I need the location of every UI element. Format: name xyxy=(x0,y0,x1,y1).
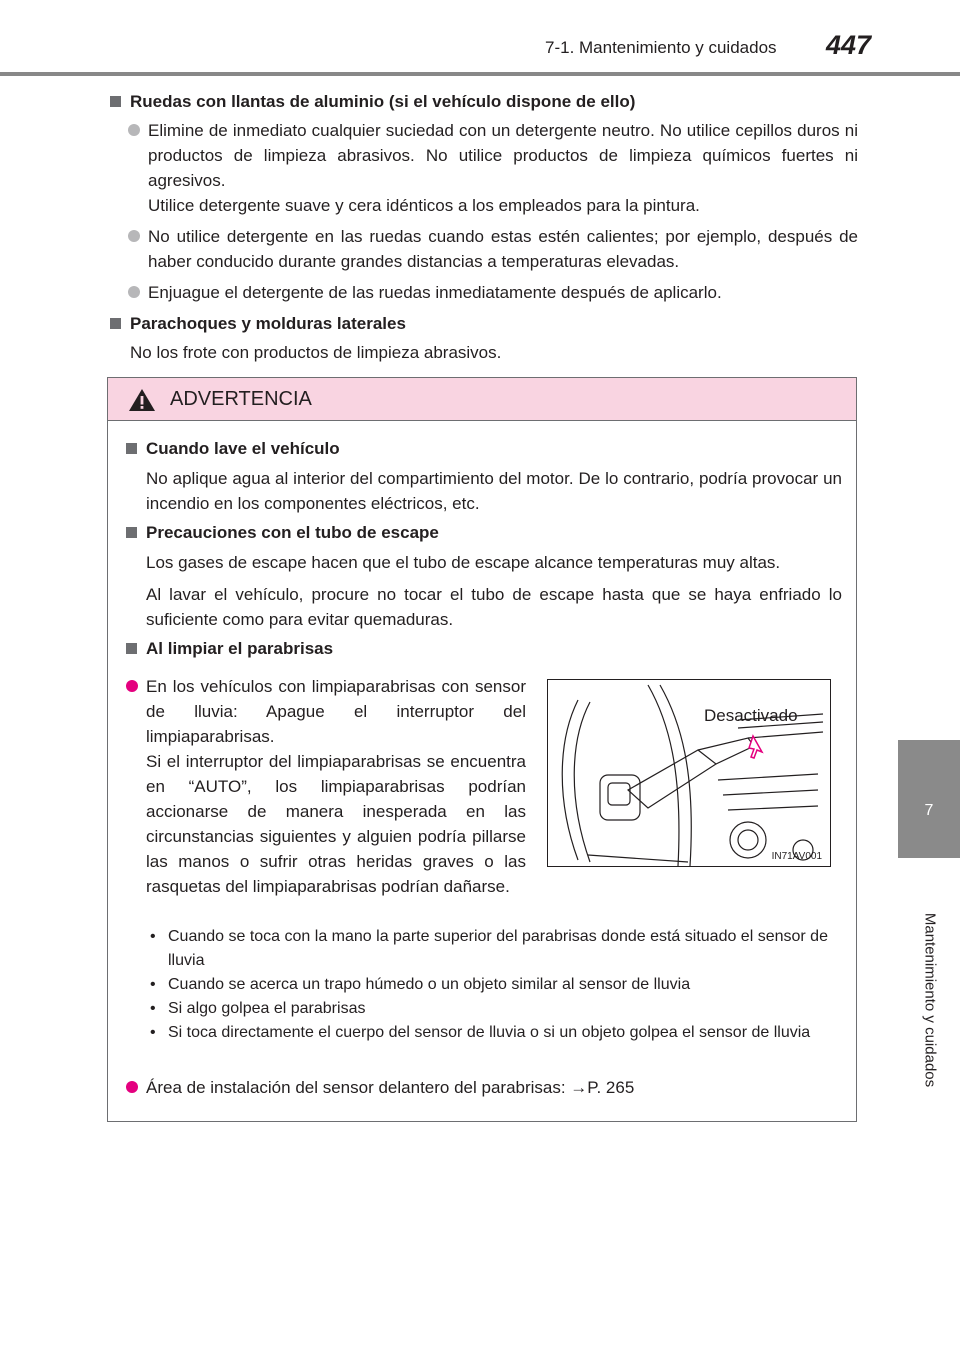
sub-bullet-3: • Si algo golpea el parabrisas xyxy=(150,997,850,1021)
sub-bullet-4-text: Si toca directamente el cuerpo del sensor de lluvia o si un objeto golpea el sensor de lluvia xyxy=(168,1024,811,1041)
escape-heading-text: Precauciones con el tubo de escape xyxy=(146,523,439,542)
square-bullet-icon xyxy=(126,643,137,654)
parabrisas-bullet-1-text-b: Si el interruptor del limpiaparabrisas se encuentra en “AUTO”, los limpiaparabrisas podrían accionarse de manera inesperada en las circunstancias siguientes y alguien podría pillarse las manos o sufrir otras heridas graves o las rasquetas del limpiaparabrisas podrían dañarse. xyxy=(146,752,526,896)
parabrisas-bullet-1 xyxy=(126,674,526,899)
ruedas-heading-text: Ruedas con llantas de aluminio (si el vehículo dispone de ello) xyxy=(130,92,636,111)
parachoques-text: No los frote con productos de limpieza abrasivos. xyxy=(130,343,502,362)
parabrisas-heading-text: Al limpiar el parabrisas xyxy=(146,639,334,658)
lavado-heading xyxy=(126,436,842,461)
parabrisas-bullet-2-text: Área de instalación del sensor delantero del parabrisas: →P. 265 xyxy=(146,1078,635,1097)
figure-label-desactivado: Desactivado xyxy=(704,706,798,725)
round-bullet-icon xyxy=(128,124,140,136)
ruedas-bullet-1-text: Elimine de inmediato cualquier suciedad con un detergente neutro. No utilice cepillos duros ni productos de limpieza abrasivos. No utilice productos de limpieza químicos fuertes ni agresivos. xyxy=(148,121,858,190)
square-bullet-icon xyxy=(110,96,121,107)
pink-bullet-icon xyxy=(126,1081,138,1093)
chapter-number: 7 xyxy=(924,802,934,819)
parachoques-heading xyxy=(110,311,858,336)
sub-bullet-1: • Cuando se toca con la mano la parte superior del parabrisas donde está situado el sensor de lluvia xyxy=(150,925,850,973)
sub-bullet-1-text: Cuando se toca con la mano la parte superior del parabrisas donde está situado el sensor de lluvia xyxy=(168,928,828,969)
parabrisas-bullet-1-text-a: En los vehículos con limpiaparabrisas con sensor de lluvia: Apague el interruptor del limpiaparabrisas. xyxy=(146,677,526,746)
pointer-arrow-icon xyxy=(749,736,762,758)
warning-header xyxy=(108,378,856,421)
page-number: 447 xyxy=(826,30,872,60)
ruedas-bullet-2-text: No utilice detergente en las ruedas cuando estas estén calientes; por ejemplo, después de haber conducido durante grandes distancias a temperaturas elevadas. xyxy=(148,227,858,271)
parabrisas-heading xyxy=(126,636,842,661)
warning-lavado xyxy=(126,436,842,516)
square-bullet-icon xyxy=(126,443,137,454)
ruedas-bullet-3-text: Enjuague el detergente de las ruedas inmediatamente después de aplicarlo. xyxy=(148,283,722,302)
round-bullet-icon xyxy=(128,230,140,242)
figure-code: IN71AV001 xyxy=(771,851,822,862)
warning-triangle-icon xyxy=(128,388,156,412)
parachoques-heading-text: Parachoques y molduras laterales xyxy=(130,314,406,333)
chapter-label: Mantenimiento y cuidados xyxy=(921,912,939,1088)
pink-bullet-icon xyxy=(126,680,138,692)
lavado-text: No aplique agua al interior del compartimiento del motor. De lo contrario, podría provocar un incendio en los componentes eléctricos, etc. xyxy=(146,469,842,513)
ruedas-bullet-1 xyxy=(110,118,858,218)
ruedas-heading xyxy=(110,89,858,114)
lavado-heading-text: Cuando lave el vehículo xyxy=(146,439,340,458)
section-ruedas xyxy=(110,89,858,365)
sub-bullet-2: • Cuando se acerca un trapo húmedo o un objeto similar al sensor de lluvia xyxy=(150,973,850,997)
header-rule xyxy=(0,72,960,76)
sub-bullet-list xyxy=(150,925,850,1045)
wiper-switch-figure xyxy=(547,679,831,867)
header-section-title: 7-1. Mantenimiento y cuidados xyxy=(545,38,777,57)
parabrisas-bullet-2 xyxy=(126,1075,842,1100)
square-bullet-icon xyxy=(110,318,121,329)
warning-title: ADVERTENCIA xyxy=(170,388,312,410)
escape-text-2: Al lavar el vehículo, procure no tocar el tubo de escape hasta que se haya enfriado lo suficiente como para evitar quemaduras. xyxy=(146,585,842,629)
chapter-tab xyxy=(898,740,960,858)
sub-bullet-2-text: Cuando se acerca un trapo húmedo o un objeto similar al sensor de lluvia xyxy=(168,976,691,993)
sub-bullet-3-text: Si algo golpea el parabrisas xyxy=(168,1000,366,1017)
round-bullet-icon xyxy=(128,286,140,298)
ruedas-bullet-3 xyxy=(110,280,858,305)
ruedas-bullet-2 xyxy=(110,224,858,274)
square-bullet-icon xyxy=(126,527,137,538)
escape-heading xyxy=(126,520,842,545)
warning-escape xyxy=(126,520,842,632)
ruedas-bullet-1-text-b: Utilice detergente suave y cera idénticos a los empleados para la pintura. xyxy=(148,196,700,215)
sub-bullet-4: • Si toca directamente el cuerpo del sensor de lluvia o si un objeto golpea el sensor de lluvia xyxy=(150,1021,850,1045)
warning-parabrisas-heading xyxy=(126,636,842,661)
escape-text-1: Los gases de escape hacen que el tubo de escape alcance temperaturas muy altas. xyxy=(146,553,781,572)
